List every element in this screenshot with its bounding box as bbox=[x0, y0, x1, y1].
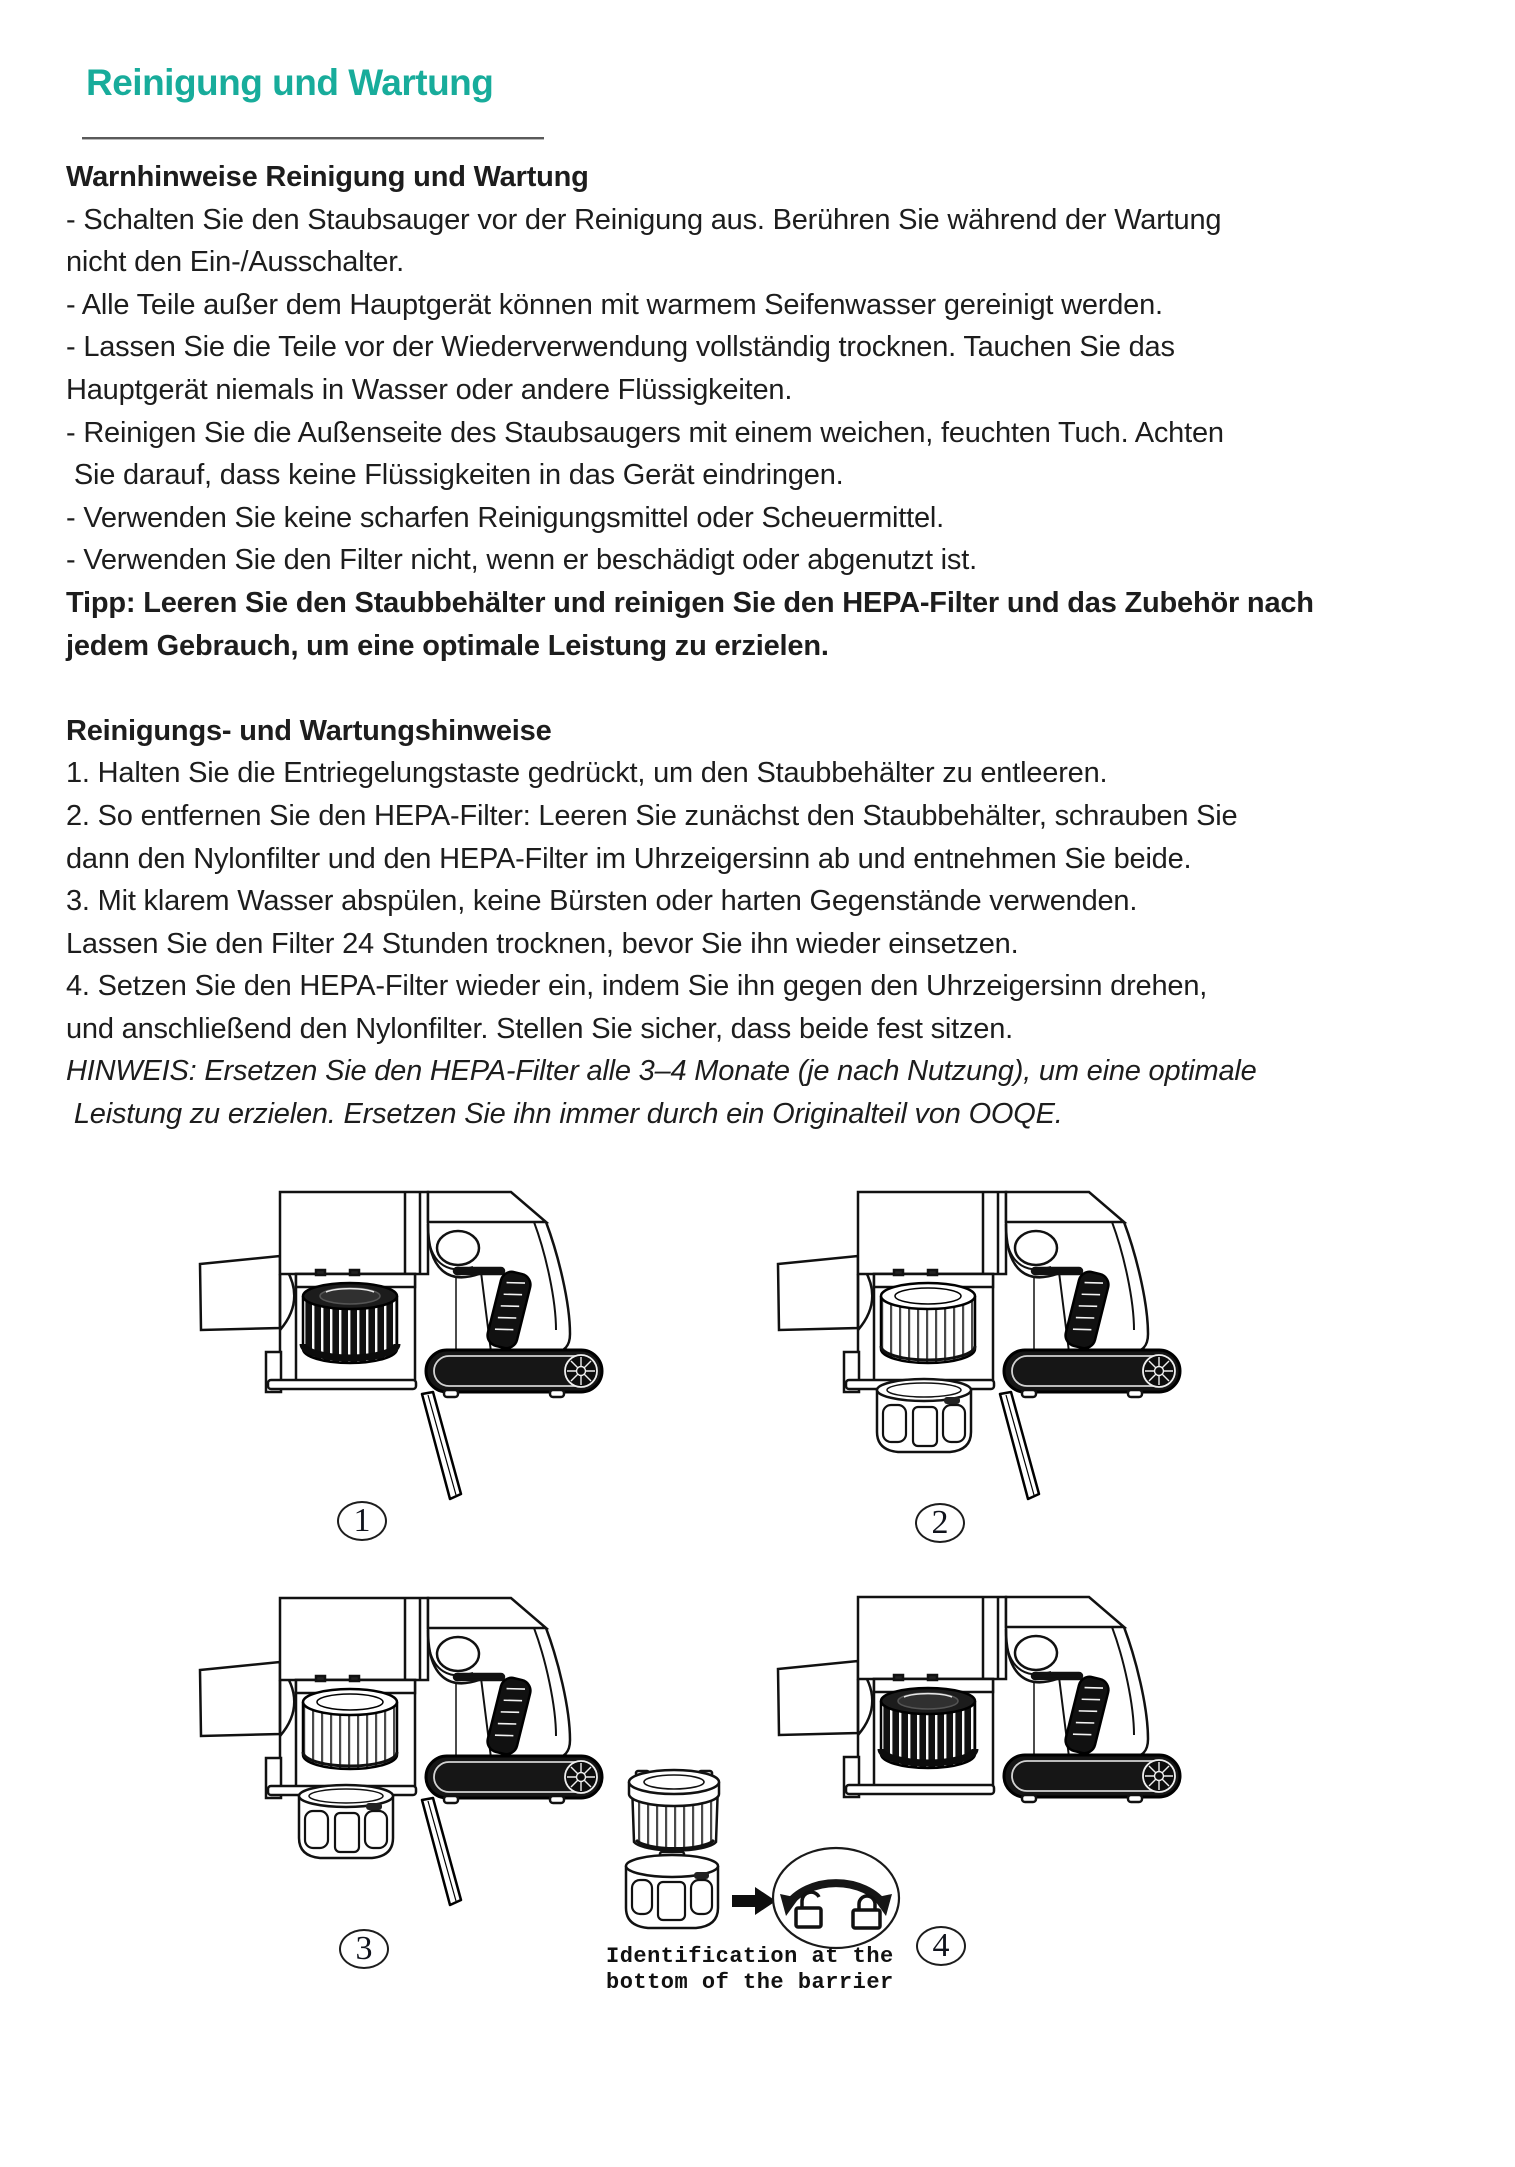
text-line: dann den Nylonfilter und den HEPA-Filter im Uhrzeigersinn ab und entnehmen Sie beide. bbox=[66, 842, 1192, 875]
step-badge-2: 2 bbox=[915, 1503, 965, 1543]
text-line: 4. Setzen Sie den HEPA-Filter wieder ein, indem Sie ihn gegen den Uhrzeigersinn drehen, bbox=[66, 970, 1208, 1003]
vacuum-diagram-2 bbox=[776, 1184, 1196, 1524]
text-line: - Verwenden Sie den Filter nicht, wenn er beschädigt oder abgenutzt ist. bbox=[66, 544, 977, 577]
body-text bbox=[66, 156, 1466, 1136]
figure-step-3 bbox=[198, 1590, 618, 1930]
step-badge-1: 1 bbox=[337, 1501, 387, 1541]
step-badge-4: 4 bbox=[916, 1926, 966, 1966]
text-line: Tipp: Leeren Sie den Staubbehälter und reinigen Sie den HEPA-Filter und das Zubehör nach bbox=[66, 586, 1314, 619]
step-badge-3: 3 bbox=[339, 1929, 389, 1969]
text-line: - Verwenden Sie keine scharfen Reinigungsmittel oder Scheuermittel. bbox=[66, 501, 945, 534]
vacuum-diagram-3 bbox=[198, 1590, 618, 1930]
text-line: jedem Gebrauch, um eine optimale Leistung zu erzielen. bbox=[66, 629, 829, 662]
text-line: 3. Mit klarem Wasser abspülen, keine Bürsten oder harten Gegenstände verwenden. bbox=[66, 885, 1138, 918]
figure-caption bbox=[606, 1944, 894, 1996]
text-line: Leistung zu erzielen. Ersetzen Sie ihn immer durch ein Originalteil von OOQE. bbox=[66, 1098, 1063, 1131]
filter-barrier-detail bbox=[596, 1756, 908, 1956]
text-line: HINWEIS: Ersetzen Sie den HEPA-Filter alle 3–4 Monate (je nach Nutzung), um eine optimale bbox=[66, 1055, 1257, 1088]
rotate-unlock-icon bbox=[773, 1848, 899, 1948]
vacuum-diagram-1 bbox=[198, 1184, 618, 1524]
text-line: Hauptgerät niemals in Wasser oder andere Flüssigkeiten. bbox=[66, 373, 793, 406]
text-line bbox=[66, 667, 1466, 710]
caption-line-1: Identification at the bbox=[606, 1944, 894, 1969]
text-line: - Lassen Sie die Teile vor der Wiederverwendung vollständig trocknen. Tauchen Sie das bbox=[66, 331, 1175, 364]
text-line: - Schalten Sie den Staubsauger vor der Reinigung aus. Berühren Sie während der Wartung bbox=[66, 203, 1222, 236]
text-line: - Alle Teile außer dem Hauptgerät können mit warmem Seifenwasser gereinigt werden. bbox=[66, 288, 1163, 321]
text-line: 1. Halten Sie die Entriegelungstaste gedrückt, um den Staubbehälter zu entleeren. bbox=[66, 757, 1108, 790]
figure-step-2 bbox=[776, 1184, 1196, 1524]
text-line: Lassen Sie den Filter 24 Stunden trocknen, bevor Sie ihn wieder einsetzen. bbox=[66, 927, 1019, 960]
hepa-filter-icon bbox=[629, 1770, 719, 1851]
text-line: Warnhinweise Reinigung und Wartung bbox=[66, 161, 589, 193]
caption-line-2: bottom of the barrier bbox=[606, 1970, 894, 1995]
page-title: Reinigung und Wartung bbox=[86, 62, 494, 103]
text-line: und anschließend den Nylonfilter. Stellen Sie sicher, dass beide fest sitzen. bbox=[66, 1012, 1013, 1045]
title-underline bbox=[82, 137, 544, 140]
figure-step-1 bbox=[198, 1184, 618, 1524]
arrow-right-icon bbox=[732, 1887, 776, 1915]
figure-filter-detail bbox=[596, 1756, 908, 1956]
text-line: nicht den Ein-/Ausschalter. bbox=[66, 246, 404, 279]
text-line: Reinigungs- und Wartungshinweise bbox=[66, 714, 552, 747]
barrier-cup-icon bbox=[626, 1852, 718, 1928]
text-line: - Reinigen Sie die Außenseite des Staubsaugers mit einem weichen, feuchten Tuch. Achten bbox=[66, 416, 1224, 449]
text-line: Sie darauf, dass keine Flüssigkeiten in das Gerät eindringen. bbox=[66, 459, 844, 492]
text-line: 2. So entfernen Sie den HEPA-Filter: Leeren Sie zunächst den Staubbehälter, schrauben Sie bbox=[66, 799, 1238, 832]
